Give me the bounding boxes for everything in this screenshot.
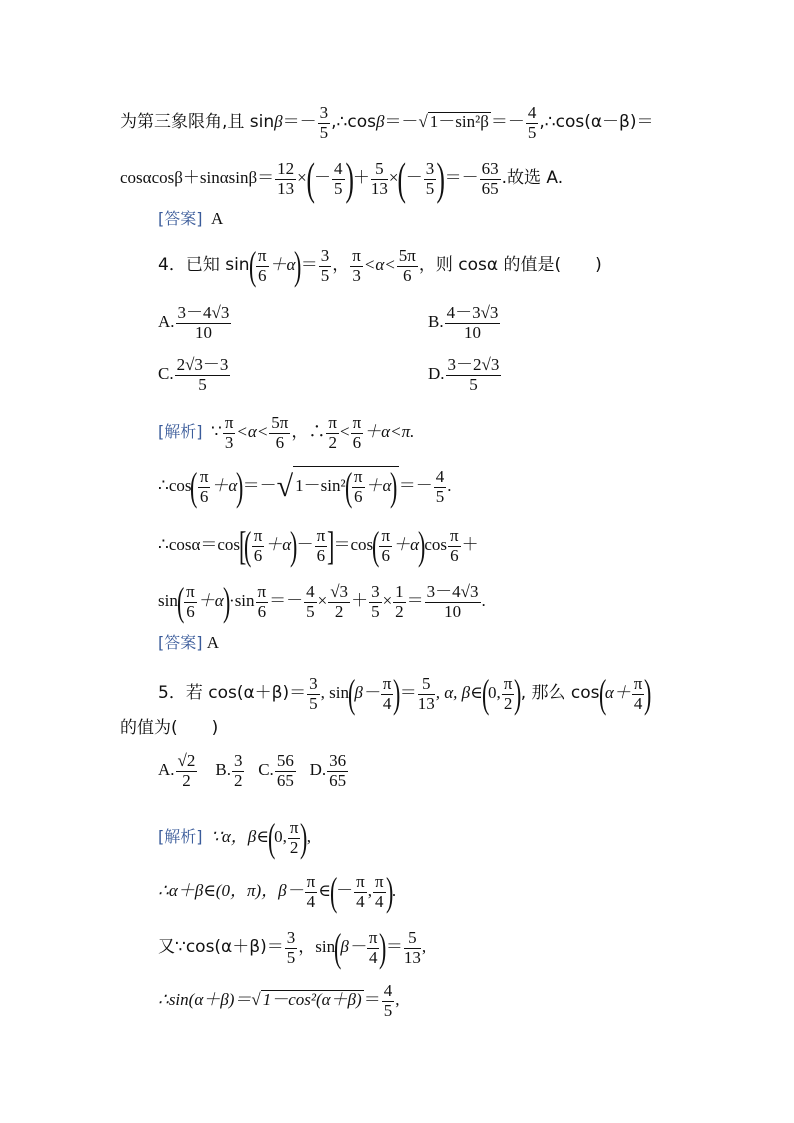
text: － [405, 167, 423, 187]
text: ＝－ [398, 475, 433, 495]
option-label: A. [158, 312, 175, 332]
question-5-tail [120, 720, 218, 737]
fraction [448, 527, 461, 565]
radicand [293, 466, 399, 507]
text: ＝ [363, 990, 381, 1010]
denominator: 6 [450, 545, 459, 565]
text: , [395, 990, 400, 1010]
solution-line [158, 579, 486, 624]
text: ∈ [318, 880, 331, 900]
paren: ) [236, 464, 244, 509]
denominator: 2 [334, 601, 344, 621]
text: 5．若 cos(α＋β)＝ [158, 682, 307, 703]
text: α＋ [604, 682, 631, 702]
fraction [632, 675, 645, 713]
text: < [339, 422, 350, 442]
text: ∵ [211, 422, 222, 442]
paren: ) [290, 523, 298, 568]
text: ∴cosα＝cos [158, 534, 241, 554]
text: ＝cos [333, 534, 374, 554]
paren: ) [294, 243, 302, 288]
denominator: 10 [464, 322, 482, 342]
paren: ) [436, 153, 446, 204]
text: . [391, 880, 397, 900]
option-label: C. [158, 364, 174, 384]
text: 的值为( ) [120, 718, 219, 738]
denominator: 4 [368, 947, 378, 967]
text: .故选 A. [501, 167, 564, 188]
numerator: π [199, 466, 209, 486]
denominator: 5 [198, 374, 207, 394]
answer-line [158, 634, 219, 651]
fraction [269, 414, 290, 452]
fraction [175, 356, 231, 394]
fraction [397, 247, 418, 285]
numerator: 2√3－3 [176, 355, 229, 374]
denominator: 5 [306, 601, 315, 621]
text: ＝ [406, 590, 424, 610]
fraction [434, 468, 447, 506]
text: × [388, 167, 399, 187]
answer-line [158, 210, 223, 227]
denominator: 5 [425, 178, 435, 198]
text: ＝ [399, 682, 417, 702]
paren: ( [347, 671, 356, 716]
text: <α< [363, 254, 396, 274]
paren: ) [300, 815, 308, 860]
option-c[interactable] [158, 356, 231, 394]
numerator: 3 [319, 103, 329, 122]
fraction [256, 247, 269, 285]
text: ∴α＋β∈(0，π)，β－ [158, 880, 304, 900]
numerator: 5 [418, 675, 435, 695]
fraction [232, 752, 245, 790]
denominator: 6 [316, 545, 326, 565]
denominator: 6 [403, 265, 412, 285]
text: ＋ [461, 534, 479, 554]
text: cosαcosβ＋sinαsinβ＝ [120, 167, 275, 187]
text: ＋ [352, 167, 370, 187]
numerator: 5π [271, 413, 289, 432]
text: β－ [354, 682, 380, 702]
fraction [526, 104, 539, 142]
paren: ( [329, 869, 338, 914]
solution-line [158, 925, 427, 970]
paren: ( [598, 671, 606, 716]
text: . [481, 590, 486, 610]
paren: ( [267, 815, 276, 860]
numerator: π [382, 673, 392, 693]
numerator: 3 [309, 673, 318, 693]
numerator: π [450, 525, 459, 545]
fraction [307, 675, 320, 713]
denominator: 4 [356, 891, 365, 911]
paren: ( [176, 579, 185, 624]
text: ，sin [298, 936, 336, 956]
paren: ( [481, 671, 490, 716]
answer-tag: [答案] [158, 209, 203, 228]
text: － [336, 880, 354, 900]
fraction [379, 527, 392, 565]
denominator: 5 [309, 693, 318, 713]
numerator: 3 [233, 751, 243, 770]
numerator: 5 [371, 160, 388, 180]
fraction [393, 583, 406, 621]
text: ＋α [393, 534, 420, 554]
fraction [252, 527, 265, 565]
numerator: π [306, 871, 316, 891]
denominator: 5 [383, 1000, 393, 1020]
text: 4．已知 sin [158, 254, 250, 275]
numerator: 4－3√3 [446, 303, 499, 322]
solution-line [158, 815, 312, 860]
numerator: π [353, 466, 363, 486]
text: , [421, 936, 427, 956]
denominator: 5 [319, 122, 329, 142]
fraction [425, 583, 481, 621]
option-label: B. [215, 760, 231, 780]
text: ， [332, 254, 350, 274]
paren: ( [190, 464, 198, 509]
paren: ) [514, 671, 522, 716]
fraction [304, 583, 317, 621]
text: 0, [274, 826, 287, 846]
paren: ( [334, 925, 342, 970]
solution-line: ∴sin(α＋β)＝√ 1－cos²(α＋β) ＝ $\frac{4}{5}$ , [158, 981, 400, 1020]
text: × [382, 590, 393, 610]
denominator: 13 [417, 693, 435, 713]
denominator: 3 [224, 432, 234, 452]
denominator: 5 [334, 178, 343, 198]
fraction [480, 160, 501, 198]
denominator: 13 [370, 178, 388, 198]
fraction [288, 819, 301, 857]
option-b[interactable] [215, 751, 245, 790]
text: 又∵cos(α＋β)＝ [158, 936, 284, 957]
text: ＝－ [384, 112, 419, 132]
denominator: 65 [481, 178, 499, 198]
denominator: 2 [328, 432, 337, 452]
denominator: 4 [375, 891, 384, 911]
numerator: π [328, 413, 337, 432]
denominator: 6 [257, 265, 267, 285]
text: ＝－ [444, 167, 479, 187]
paren: ( [244, 523, 252, 568]
text: ∴sin(α＋β)＝ [158, 990, 252, 1010]
paren: ( [248, 243, 256, 288]
text: ＝ [300, 254, 318, 274]
numerator: 4 [435, 466, 445, 486]
numerator: π [253, 525, 263, 545]
fraction [367, 929, 380, 967]
denominator: 5 [286, 947, 296, 967]
numerator: π [224, 413, 234, 432]
denominator: 2 [395, 601, 404, 621]
denominator: 2 [182, 770, 191, 790]
numerator: π [381, 525, 391, 545]
denominator: 2 [289, 837, 299, 857]
text: ，则 cosα 的值是( ) [418, 254, 602, 275]
denominator: 2 [233, 770, 243, 790]
option-a[interactable] [158, 304, 232, 342]
paren: ( [397, 153, 407, 204]
numerator: 4 [334, 158, 343, 178]
fraction [445, 304, 501, 342]
text: β－ [340, 936, 366, 956]
denominator: 5 [371, 601, 380, 621]
numerator: 36 [329, 751, 347, 770]
numerator: 1 [395, 581, 404, 601]
text: ＋α<π. [364, 422, 415, 442]
numerator: 63 [481, 158, 499, 178]
text: 0, [488, 682, 501, 702]
text: 为第三象限角,且 sin [120, 112, 275, 133]
fraction [382, 982, 395, 1020]
fraction [198, 468, 211, 506]
solution-line: ∴cos( $\frac{\pi}{6}$ ＋α)＝－√ 1－sin²( $\frac{\pi}{6}$ ＋α)＝－ $\frac{4}{5}$ . [158, 464, 452, 509]
denominator: 6 [253, 545, 263, 565]
denominator: 6 [186, 601, 195, 621]
numerator: 56 [276, 751, 294, 770]
denominator: 65 [329, 770, 347, 790]
denominator: 6 [257, 601, 267, 621]
denominator: 5 [320, 265, 330, 285]
fraction [404, 929, 421, 967]
numerator: 4 [383, 981, 393, 1000]
radicand: 1－sin²β [429, 112, 489, 132]
numerator: √3 [330, 581, 349, 601]
denominator: 6 [199, 486, 209, 506]
denominator: 6 [275, 432, 285, 452]
text: × [317, 590, 328, 610]
text: ＋α [269, 254, 296, 274]
denominator: 5 [469, 374, 478, 394]
text: , [306, 826, 312, 846]
fraction [381, 675, 394, 713]
text: ∵α，β∈ [211, 826, 269, 846]
denominator: 13 [277, 178, 295, 198]
fraction [373, 873, 386, 911]
numerator: π [257, 581, 267, 601]
numerator: 3－4√3 [177, 303, 230, 322]
option-label: D. [428, 364, 445, 384]
fraction [275, 160, 296, 198]
fraction [315, 527, 328, 565]
numerator: π [316, 525, 326, 545]
denominator: 6 [352, 432, 362, 452]
fraction [418, 675, 435, 713]
solution-tag: [解析] [158, 826, 203, 846]
text: , 那么 cos [520, 682, 600, 703]
numerator: π [257, 245, 267, 265]
text: × [297, 167, 307, 187]
paren: ) [418, 523, 426, 568]
fraction [351, 414, 364, 452]
denominator: 4 [306, 891, 316, 911]
fraction [326, 414, 339, 452]
text: ,∴cos(α－β)＝ [539, 112, 654, 133]
option-b[interactable] [428, 304, 501, 342]
bracket: ] [327, 523, 335, 568]
text: β [375, 112, 385, 132]
numerator: π [503, 673, 513, 693]
bracket: [ [239, 523, 247, 568]
numerator: 3－4√3 [426, 581, 479, 601]
text: ＋ [351, 590, 369, 610]
text: ,∴cos [331, 112, 376, 133]
fraction [371, 160, 388, 198]
fraction [223, 414, 236, 452]
fraction [424, 160, 437, 198]
text: ＋α [265, 534, 292, 554]
fraction [352, 468, 365, 506]
text-line: 为第三象限角,且 sinβ＝－ $\frac{3}{5}$ ,∴cosβ＝－√ 1－sin²β ＝－ $\frac{4}{5}$ ,∴cos(α－β)＝ [120, 103, 654, 142]
text-line [120, 153, 564, 204]
text: ＝－ [490, 112, 525, 132]
fraction [305, 873, 318, 911]
numerator: π [352, 245, 361, 265]
fraction [350, 247, 363, 285]
numerator: √2 [177, 751, 196, 770]
numerator: π [368, 927, 378, 947]
answer-tag: [答案] [158, 633, 203, 652]
option-a[interactable] [158, 751, 198, 790]
denominator: 5 [527, 122, 537, 142]
text: cos [424, 534, 448, 554]
text: ＋α [211, 475, 238, 495]
fraction [318, 104, 331, 142]
numerator: 3 [371, 581, 380, 601]
option-label: C. [258, 760, 274, 780]
options-5 [158, 752, 349, 790]
fraction [502, 675, 515, 713]
solution-tag: [解析] [158, 422, 203, 442]
numerator: 3 [320, 245, 330, 265]
denominator: 10 [444, 601, 462, 621]
text: ＝－ [282, 112, 317, 132]
numerator: 4 [306, 581, 315, 601]
text: <α< [236, 422, 269, 442]
text: ·sin [229, 590, 255, 610]
question-5 [158, 671, 652, 716]
paren: ) [644, 671, 652, 716]
denominator: 3 [352, 265, 361, 285]
fraction [184, 583, 197, 621]
numerator: π [374, 871, 384, 891]
fraction [256, 583, 269, 621]
text: sin [158, 590, 178, 610]
denominator: 6 [353, 486, 363, 506]
text: . [447, 475, 452, 495]
numerator: 5 [404, 929, 421, 949]
text: ＋α [365, 475, 392, 495]
text: ＋α [197, 590, 224, 610]
fraction [446, 356, 502, 394]
paren: ) [344, 153, 354, 204]
fraction [275, 752, 296, 790]
denominator: 2 [503, 693, 513, 713]
option-d[interactable] [428, 356, 502, 394]
denominator: 4 [633, 693, 643, 713]
option-label: D. [309, 760, 327, 780]
text: ∴cos [158, 475, 192, 495]
denominator: 5 [435, 486, 445, 506]
denominator: 6 [381, 545, 391, 565]
paren: ) [385, 869, 393, 914]
paren: ) [379, 925, 387, 970]
denominator: 4 [382, 693, 392, 713]
paren: ) [222, 579, 231, 624]
fraction [176, 752, 198, 790]
fraction [176, 304, 232, 342]
paren: ) [390, 464, 398, 509]
solution-line [158, 414, 414, 452]
text: ＝－ [242, 475, 277, 495]
solution-line [158, 523, 479, 568]
text: β [274, 112, 283, 132]
numerator: π [289, 817, 299, 837]
text: － [314, 167, 332, 187]
paren: ( [306, 153, 315, 204]
paren: ) [393, 671, 401, 716]
numerator: 3－2√3 [447, 355, 500, 374]
text: , sin [320, 682, 349, 702]
solution-line [158, 869, 397, 914]
numerator: 3 [425, 158, 435, 178]
option-label: B. [428, 312, 444, 332]
numerator: π [356, 871, 365, 891]
fraction [354, 873, 367, 911]
text: 1－sin² [295, 475, 346, 495]
denominator: 65 [276, 770, 294, 790]
answer-value: A [206, 633, 220, 652]
numerator: π [352, 413, 362, 432]
numerator: 12 [277, 158, 295, 178]
numerator: 3 [286, 927, 296, 947]
fraction [319, 247, 332, 285]
radicand: 1－cos²(α＋β) [262, 990, 362, 1010]
option-label: A. [158, 760, 175, 780]
option-c[interactable] [258, 751, 297, 790]
numerator: π [633, 673, 643, 693]
fraction [369, 583, 382, 621]
text: , [367, 880, 372, 900]
numerator: π [186, 581, 195, 601]
question-4 [158, 243, 602, 288]
text: － [296, 534, 314, 554]
answer-value: A [211, 209, 224, 228]
fraction [285, 929, 298, 967]
numerator: 4 [527, 103, 537, 122]
text: , α, β∈ [435, 682, 483, 702]
fraction [332, 160, 345, 198]
fraction [328, 583, 350, 621]
option-d[interactable] [309, 751, 350, 790]
denominator: 10 [194, 322, 212, 342]
paren: ( [372, 523, 380, 568]
text: ＝ [385, 936, 403, 956]
fraction [327, 752, 348, 790]
denominator: 13 [403, 947, 421, 967]
text: ＝－ [269, 590, 304, 610]
text: ，∴ [291, 422, 326, 442]
paren: ( [344, 464, 352, 509]
numerator: 5π [398, 245, 416, 265]
